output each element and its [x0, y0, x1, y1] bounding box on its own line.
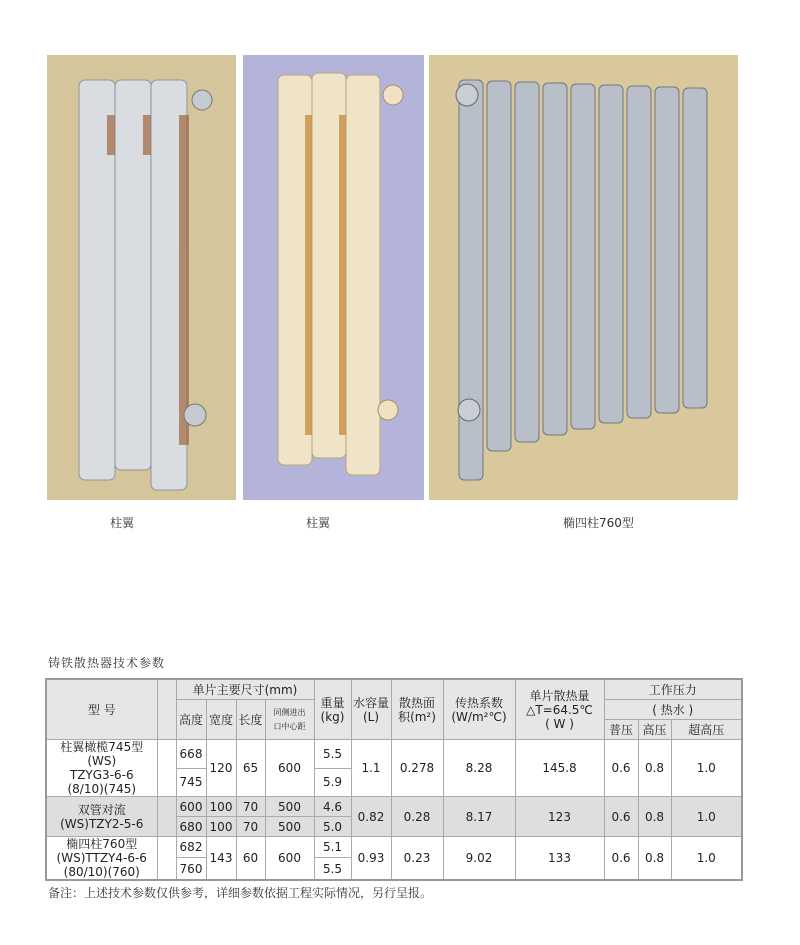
cell: 5.9 — [314, 768, 351, 797]
cell: 500 — [265, 817, 314, 837]
cell: 8.17 — [443, 797, 515, 837]
cell: 500 — [265, 797, 314, 817]
cell: 8.28 — [443, 740, 515, 797]
radiator-photo-2 — [243, 55, 424, 500]
cell: 5.5 — [314, 740, 351, 769]
header-p-super: 超高压 — [671, 720, 742, 740]
cell: 0.28 — [391, 797, 443, 837]
header-width: 宽度 — [206, 700, 236, 740]
cell: 1.0 — [671, 797, 742, 837]
cell: 70 — [236, 797, 265, 817]
cell: 60 — [236, 837, 265, 881]
cell: 5.0 — [314, 817, 351, 837]
header-pressure-sub: ( 热水 ) — [604, 700, 742, 720]
header-weight: 重量 (kg) — [314, 679, 351, 740]
header-length: 长度 — [236, 700, 265, 740]
cell: 600 — [265, 740, 314, 797]
cell: 680 — [176, 817, 206, 837]
cell: 1.1 — [351, 740, 391, 797]
cell: 5.5 — [314, 858, 351, 880]
cell: 143 — [206, 837, 236, 881]
cell: 600 — [265, 837, 314, 881]
model-cell: 柱翼橄榄745型(WS) TZYG3-6-6 (8/10)(745) — [46, 740, 157, 797]
cell: 70 — [236, 817, 265, 837]
cell: 0.278 — [391, 740, 443, 797]
cell: 5.1 — [314, 837, 351, 858]
cell: 0.6 — [604, 740, 638, 797]
radiator-photo-1 — [47, 55, 236, 500]
cell: 65 — [236, 740, 265, 797]
cell: 682 — [176, 837, 206, 858]
photo-caption: 柱翼 — [110, 516, 135, 530]
cell: 1.0 — [671, 740, 742, 797]
header-p-high: 高压 — [638, 720, 671, 740]
cell: 668 — [176, 740, 206, 769]
header-model: 型 号 — [46, 679, 157, 740]
header-coef: 传热系数 (W/m²℃) — [443, 679, 515, 740]
cell: 100 — [206, 797, 236, 817]
header-water: 水容量 (L) — [351, 679, 391, 740]
spec-table — [45, 678, 743, 881]
cell: 145.8 — [515, 740, 604, 797]
cell: 745 — [176, 768, 206, 797]
cell: 133 — [515, 837, 604, 881]
table-title: 铸铁散热器技术参数 — [48, 656, 166, 670]
cell: 760 — [176, 858, 206, 880]
cell: 0.93 — [351, 837, 391, 881]
model-cell: 双管对流 (WS)TZY2-5-6 — [46, 797, 157, 837]
header-row — [46, 679, 742, 700]
radiator-photo-3 — [429, 55, 738, 500]
cell: 0.23 — [391, 837, 443, 881]
cell: 120 — [206, 740, 236, 797]
cell: 0.8 — [638, 797, 671, 837]
model-cell: 椭四柱760型 (WS)TTZY4-6-6 (80/10)(760) — [46, 837, 157, 881]
header-pressure: 工作压力 — [604, 679, 742, 700]
header-dims: 单片主要尺寸(mm) — [176, 679, 314, 700]
table-row — [46, 740, 742, 769]
footnote: 备注：上述技术参数仅供参考，详细参数依据工程实际情况，另行呈报。 — [48, 886, 433, 900]
cell: 123 — [515, 797, 604, 837]
cell: 0.8 — [638, 837, 671, 881]
cell: 0.8 — [638, 740, 671, 797]
header-area: 散热面 积(m²) — [391, 679, 443, 740]
cell: 600 — [176, 797, 206, 817]
header-height: 高度 — [176, 700, 206, 740]
table-row — [46, 837, 742, 858]
cell: 0.6 — [604, 837, 638, 881]
cell: 100 — [206, 817, 236, 837]
photo-caption: 椭四柱760型 — [563, 516, 634, 530]
cell: 0.6 — [604, 797, 638, 837]
cell: 0.82 — [351, 797, 391, 837]
cell: 9.02 — [443, 837, 515, 881]
header-p-normal: 普压 — [604, 720, 638, 740]
header-heat: 单片散热量 △T=64.5℃ ( W ) — [515, 679, 604, 740]
header-center: 同侧进出 口中心距 — [265, 700, 314, 740]
header-spacer — [157, 679, 176, 740]
cell: 1.0 — [671, 837, 742, 881]
photo-caption: 柱翼 — [306, 516, 331, 530]
table-row — [46, 797, 742, 817]
cell: 4.6 — [314, 797, 351, 817]
